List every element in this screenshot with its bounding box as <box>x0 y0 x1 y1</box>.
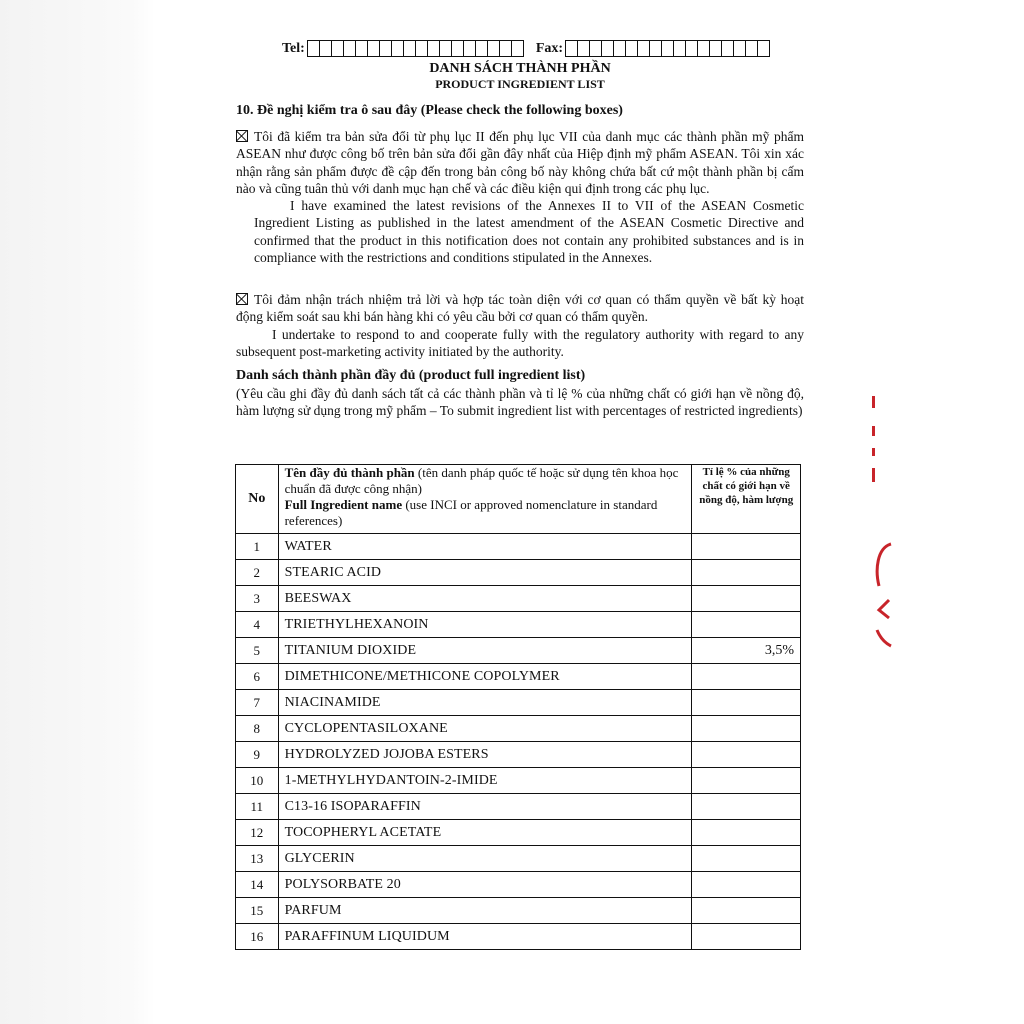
table-row <box>236 586 801 612</box>
table-row <box>236 924 801 950</box>
ingredient-name: PARFUM <box>278 898 692 924</box>
column-header-name-vi-note: (tên danh pháp quốc tế hoặc sử dụng tên khoa học chuẩn đã được công nhận) <box>284 465 679 496</box>
ingredient-percent <box>692 664 801 690</box>
table-row <box>236 612 801 638</box>
column-header-no: No <box>236 465 279 534</box>
ingredient-name: DIMETHICONE/METHICONE COPOLYMER <box>278 664 692 690</box>
column-header-name-en-note: (use INCI or approved nomenclature in standard references) <box>284 497 658 528</box>
ingredient-name: WATER <box>278 534 692 560</box>
row-number: 12 <box>236 820 279 846</box>
row-number: 14 <box>236 872 279 898</box>
row-number: 8 <box>236 716 279 742</box>
row-number: 11 <box>236 794 279 820</box>
ingredient-percent <box>692 846 801 872</box>
ingredient-name: 1-METHYLHYDANTOIN-2-IMIDE <box>278 768 692 794</box>
fax-label: Fax: <box>535 40 564 56</box>
row-number: 16 <box>236 924 279 950</box>
ingredient-percent <box>692 872 801 898</box>
ingredient-percent <box>692 716 801 742</box>
ingredient-percent: 3,5% <box>692 638 801 664</box>
table-header-row <box>236 465 801 534</box>
checked-box-icon <box>236 130 248 142</box>
ingredient-name: PARAFFINUM LIQUIDUM <box>278 924 692 950</box>
statement-1-en: I have examined the latest revisions of the Annexes II to VII of the ASEAN Cosmetic Ingredient Listing as published in the latest amendment of the ASEAN Cosmetic Directive and confirmed that the product in this notification does not contain any prohibited substances and is in compliance with the restrictions and conditions stipulated in the Annexes. <box>254 198 804 266</box>
statement-2-vi: Tôi đảm nhận trách nhiệm trả lời và hợp tác toàn diện với cơ quan có thẩm quyền về bất kỳ hoạt động kiểm soát sau khi bán hàng khi có yêu cầu bởi cơ quan có thẩm quyền. <box>236 292 804 325</box>
table-row <box>236 638 801 664</box>
ingredient-name: C13-16 ISOPARAFFIN <box>278 794 692 820</box>
ingredient-percent <box>692 924 801 950</box>
ingredient-name: BEESWAX <box>278 586 692 612</box>
table-row <box>236 690 801 716</box>
document-title-vi: DANH SÁCH THÀNH PHẦN <box>429 61 611 76</box>
tel-boxes <box>307 40 524 57</box>
row-number: 15 <box>236 898 279 924</box>
checked-box-icon <box>236 293 248 305</box>
table-row <box>236 846 801 872</box>
row-number: 4 <box>236 612 279 638</box>
statement-1-vi: Tôi đã kiểm tra bản sửa đổi từ phụ lục II đến phụ lục VII của danh mục các thành phần mỹ phẩm ASEAN như được công bố trên bản sửa đổi gần đây nhất của Hiệp định mỹ phẩm ASEAN. Tôi xin xác nhận rằng sản phẩm được đề cập đến trong bản công bố này không chứa bất cứ một thành phần bị cấm nào và cũng tuân thủ với danh mục hạn chế và các điều kiện qui định trong các phụ lục. <box>236 129 804 196</box>
ingredient-table <box>235 464 801 950</box>
ingredient-name: GLYCERIN <box>278 846 692 872</box>
checkbox-statement-2 <box>236 291 804 360</box>
stamp-fragment <box>869 390 881 500</box>
ingredient-percent <box>692 612 801 638</box>
ingredient-percent <box>692 534 801 560</box>
checkbox-statement-1 <box>236 128 804 266</box>
row-number: 1 <box>236 534 279 560</box>
document-title-en: PRODUCT INGREDIENT LIST <box>435 77 605 91</box>
page-right-margin <box>867 0 1024 1024</box>
ingredient-name: TOCOPHERYL ACETATE <box>278 820 692 846</box>
ingredient-percent <box>692 742 801 768</box>
column-header-name-vi: Tên đầy đủ thành phần <box>284 465 415 480</box>
table-row <box>236 534 801 560</box>
table-row <box>236 560 801 586</box>
stamp-fragment <box>873 540 893 650</box>
tel-fax-line <box>282 40 770 57</box>
row-number: 3 <box>236 586 279 612</box>
full-list-heading: Danh sách thành phần đầy đủ (product full ingredient list) <box>236 368 586 383</box>
ingredient-percent <box>692 820 801 846</box>
row-number: 7 <box>236 690 279 716</box>
column-header-name <box>278 465 692 534</box>
full-list-description: (Yêu cầu ghi đầy đủ danh sách tất cả các thành phần và tỉ lệ % của những chất có giới hạn về nồng độ, hàm lượng sử dụng trong mỹ phẩm – To submit ingredient list with percentages of restricted ingredients) <box>236 386 804 418</box>
column-header-percent: Tỉ lệ % của những chất có giới hạn về nồng độ, hàm lượng <box>692 465 801 534</box>
ingredient-percent <box>692 794 801 820</box>
table-row <box>236 742 801 768</box>
ingredient-percent <box>692 898 801 924</box>
table-row <box>236 768 801 794</box>
section-10-heading: 10. Đề nghị kiểm tra ô sau đây (Please check the following boxes) <box>236 103 623 118</box>
row-number: 5 <box>236 638 279 664</box>
table-row <box>236 794 801 820</box>
ingredient-name: POLYSORBATE 20 <box>278 872 692 898</box>
table-row <box>236 820 801 846</box>
fax-boxes <box>565 40 770 57</box>
ingredient-name: CYCLOPENTASILOXANE <box>278 716 692 742</box>
row-number: 10 <box>236 768 279 794</box>
row-number: 9 <box>236 742 279 768</box>
ingredient-name: STEARIC ACID <box>278 560 692 586</box>
column-header-name-en: Full Ingredient name <box>284 497 403 512</box>
table-row <box>236 898 801 924</box>
table-row <box>236 716 801 742</box>
ingredient-percent <box>692 560 801 586</box>
tel-label: Tel: <box>282 40 305 56</box>
ingredient-percent <box>692 768 801 794</box>
row-number: 13 <box>236 846 279 872</box>
ingredient-name: NIACINAMIDE <box>278 690 692 716</box>
ingredient-percent <box>692 690 801 716</box>
table-row <box>236 664 801 690</box>
ingredient-percent <box>692 586 801 612</box>
ingredient-name: HYDROLYZED JOJOBA ESTERS <box>278 742 692 768</box>
ingredient-name: TITANIUM DIOXIDE <box>278 638 692 664</box>
page-left-margin <box>0 0 155 1024</box>
statement-2-en: I undertake to respond to and cooperate fully with the regulatory authority with regard to any subsequent post-marketing activity initiated by the authority. <box>236 326 804 359</box>
row-number: 2 <box>236 560 279 586</box>
row-number: 6 <box>236 664 279 690</box>
table-row <box>236 872 801 898</box>
ingredient-name: TRIETHYLHEXANOIN <box>278 612 692 638</box>
